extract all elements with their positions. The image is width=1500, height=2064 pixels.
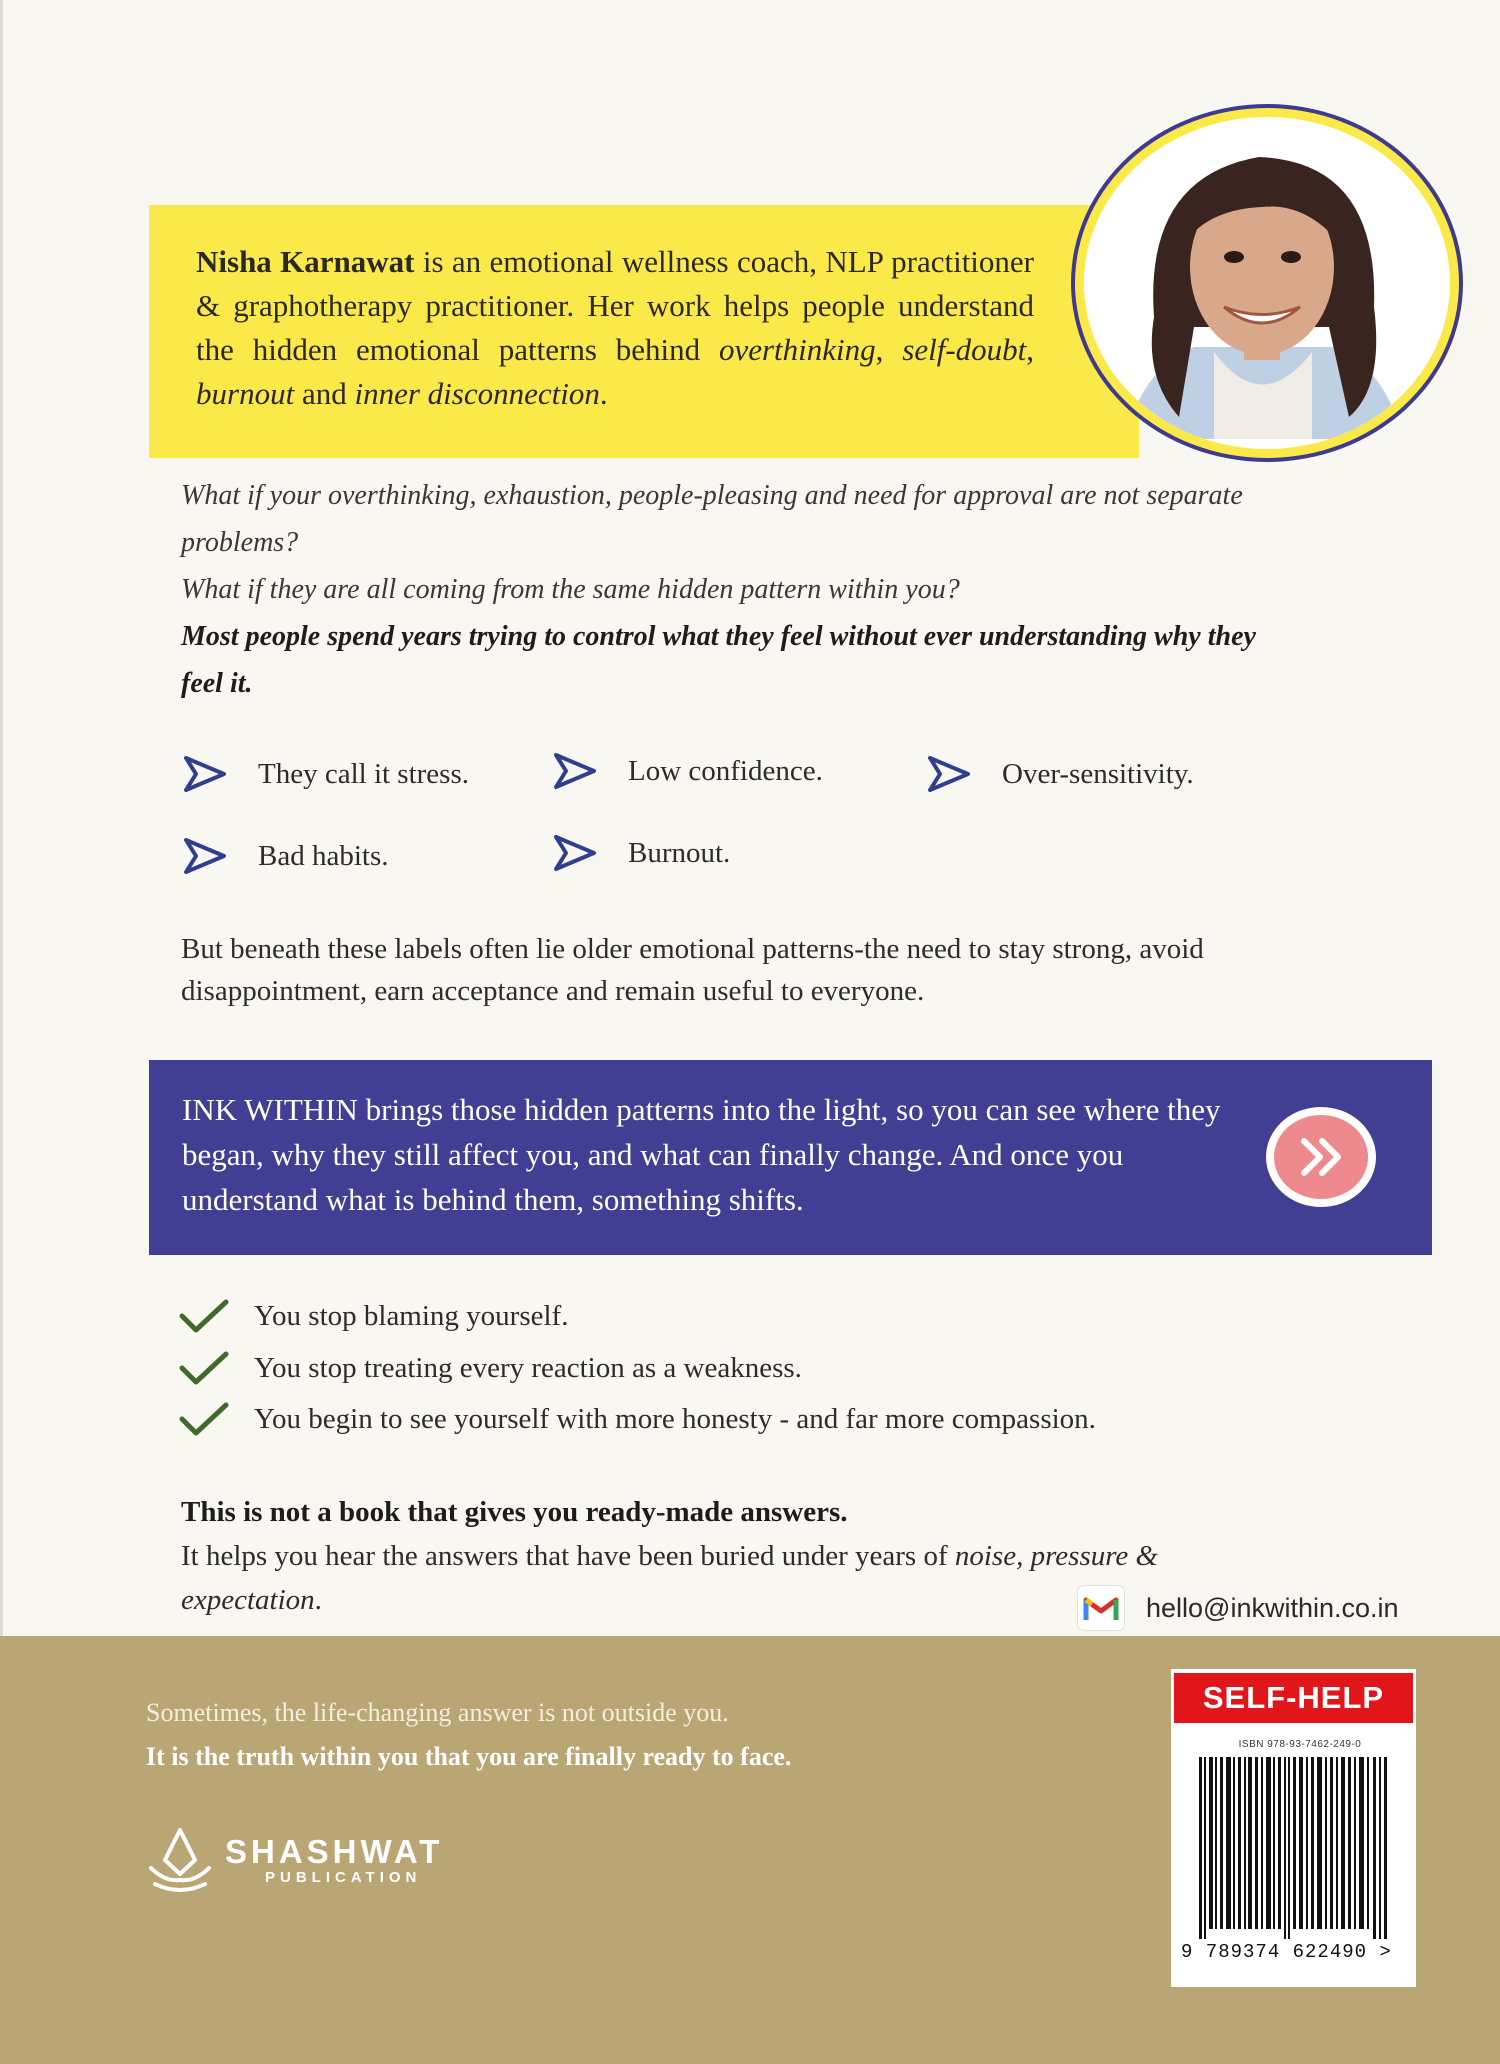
author-portrait-illustration xyxy=(1084,117,1440,439)
label-item xyxy=(552,833,730,873)
publisher-sub: PUBLICATION xyxy=(265,1869,422,1886)
question-line: What if your overthinking, exhaustion, people-pleasing and need for approval are not separate problems? xyxy=(181,480,1243,558)
page-edge xyxy=(0,0,3,1636)
tagline-emphasis: It is the truth within you that you are finally ready to face. xyxy=(146,1742,792,1771)
check-icon xyxy=(178,1298,230,1334)
label-item xyxy=(182,836,389,876)
author-bio-part: is an emotional wellness coach, NLP practitioner & graphotherapy practitioner. Her work helps people understand the hidden emotional patterns behind xyxy=(196,244,1034,367)
check-icon xyxy=(178,1350,230,1386)
author-photo-frame xyxy=(1071,104,1463,462)
author-sep: , xyxy=(875,332,903,367)
checklist-text: You begin to see yourself with more honesty - and far more compassion. xyxy=(254,1402,1096,1435)
fast-forward-badge xyxy=(1266,1107,1376,1207)
label-text: They call it stress. xyxy=(258,757,470,790)
closing-end: . xyxy=(314,1584,322,1616)
closing-italic: noise, pressure & expectation xyxy=(181,1540,1159,1616)
checklist-item xyxy=(178,1350,802,1386)
isbn-label: ISBN 978-93-7462-249-0 xyxy=(1238,1739,1362,1750)
closing-bold-line: This is not a book that gives you ready-made answers. xyxy=(181,1496,848,1528)
contact-email-row[interactable] xyxy=(1078,1586,1399,1630)
gmail-icon xyxy=(1078,1586,1124,1630)
publisher-logo xyxy=(145,1824,443,1898)
label-text: Burnout. xyxy=(628,836,731,869)
checklist-item xyxy=(178,1401,1096,1437)
author-bio-box xyxy=(149,205,1139,458)
checklist-text: You stop blaming yourself. xyxy=(254,1299,569,1332)
back-cover-footer xyxy=(0,1636,1500,2064)
contact-email[interactable]: hello@inkwithin.co.in xyxy=(1146,1592,1399,1623)
author-term: inner disconnection xyxy=(354,376,600,411)
label-text: Low confidence. xyxy=(628,754,823,787)
author-term: overthinking xyxy=(718,332,876,367)
ink-within-text: INK WITHIN brings those hidden patterns into the light, so you can see where they began, why they still affect you, and what can finally change. And once you understand what is behind them, something shifts. xyxy=(182,1092,1221,1217)
author-sep: , xyxy=(1026,332,1035,367)
author-bio-text xyxy=(196,240,1034,416)
author-photo xyxy=(1084,117,1450,449)
arrow-icon xyxy=(552,751,598,791)
author-end: . xyxy=(599,376,608,411)
label-item xyxy=(182,754,469,794)
genre-badge: SELF-HELP xyxy=(1174,1673,1413,1723)
publisher-name: SHASHWAT xyxy=(225,1833,444,1870)
fast-forward-circle xyxy=(1274,1115,1368,1199)
question-line: What if they are all coming from the same hidden pattern within you? xyxy=(181,574,960,605)
author-term: burnout xyxy=(196,376,295,411)
tagline xyxy=(146,1691,1046,1779)
fast-forward-icon xyxy=(1274,1115,1368,1199)
arrow-icon xyxy=(552,833,598,873)
arrow-icon xyxy=(182,836,228,876)
publisher-wordmark xyxy=(225,1835,443,1887)
label-item xyxy=(552,751,823,791)
author-name: Nisha Karnawat xyxy=(196,244,415,279)
ink-within-band xyxy=(149,1060,1432,1255)
tagline-line: Sometimes, the life-changing answer is not outside you. xyxy=(146,1698,729,1727)
label-item xyxy=(926,754,1194,794)
publisher-lotus-icon xyxy=(145,1824,215,1898)
label-text: Bad habits. xyxy=(258,839,389,872)
opening-questions xyxy=(181,472,1261,707)
author-sep: and xyxy=(294,376,355,411)
barcode-digits: 9 789374 622490 > xyxy=(1181,1941,1392,1963)
beneath-text: But beneath these labels often lie older emotional patterns-the need to stay strong, avoid disappointment, earn acceptance and remain useful to everyone. xyxy=(181,933,1204,1007)
closing-part: It helps you hear the answers that have been buried under years of xyxy=(181,1540,955,1572)
gmail-logo xyxy=(1078,1586,1124,1630)
barcode-icon xyxy=(1199,1757,1389,1939)
checklist-text: You stop treating every reaction as a weakness. xyxy=(254,1351,802,1384)
arrow-icon xyxy=(926,754,972,794)
barcode-card xyxy=(1171,1669,1416,1987)
checklist-item xyxy=(178,1298,568,1334)
question-emphasis: Most people spend years trying to control what they feel without ever understanding why they feel it. xyxy=(181,621,1256,699)
label-text: Over-sensitivity. xyxy=(1002,757,1194,790)
author-term: self-doubt xyxy=(902,332,1027,367)
arrow-icon xyxy=(182,754,228,794)
check-icon xyxy=(178,1401,230,1437)
